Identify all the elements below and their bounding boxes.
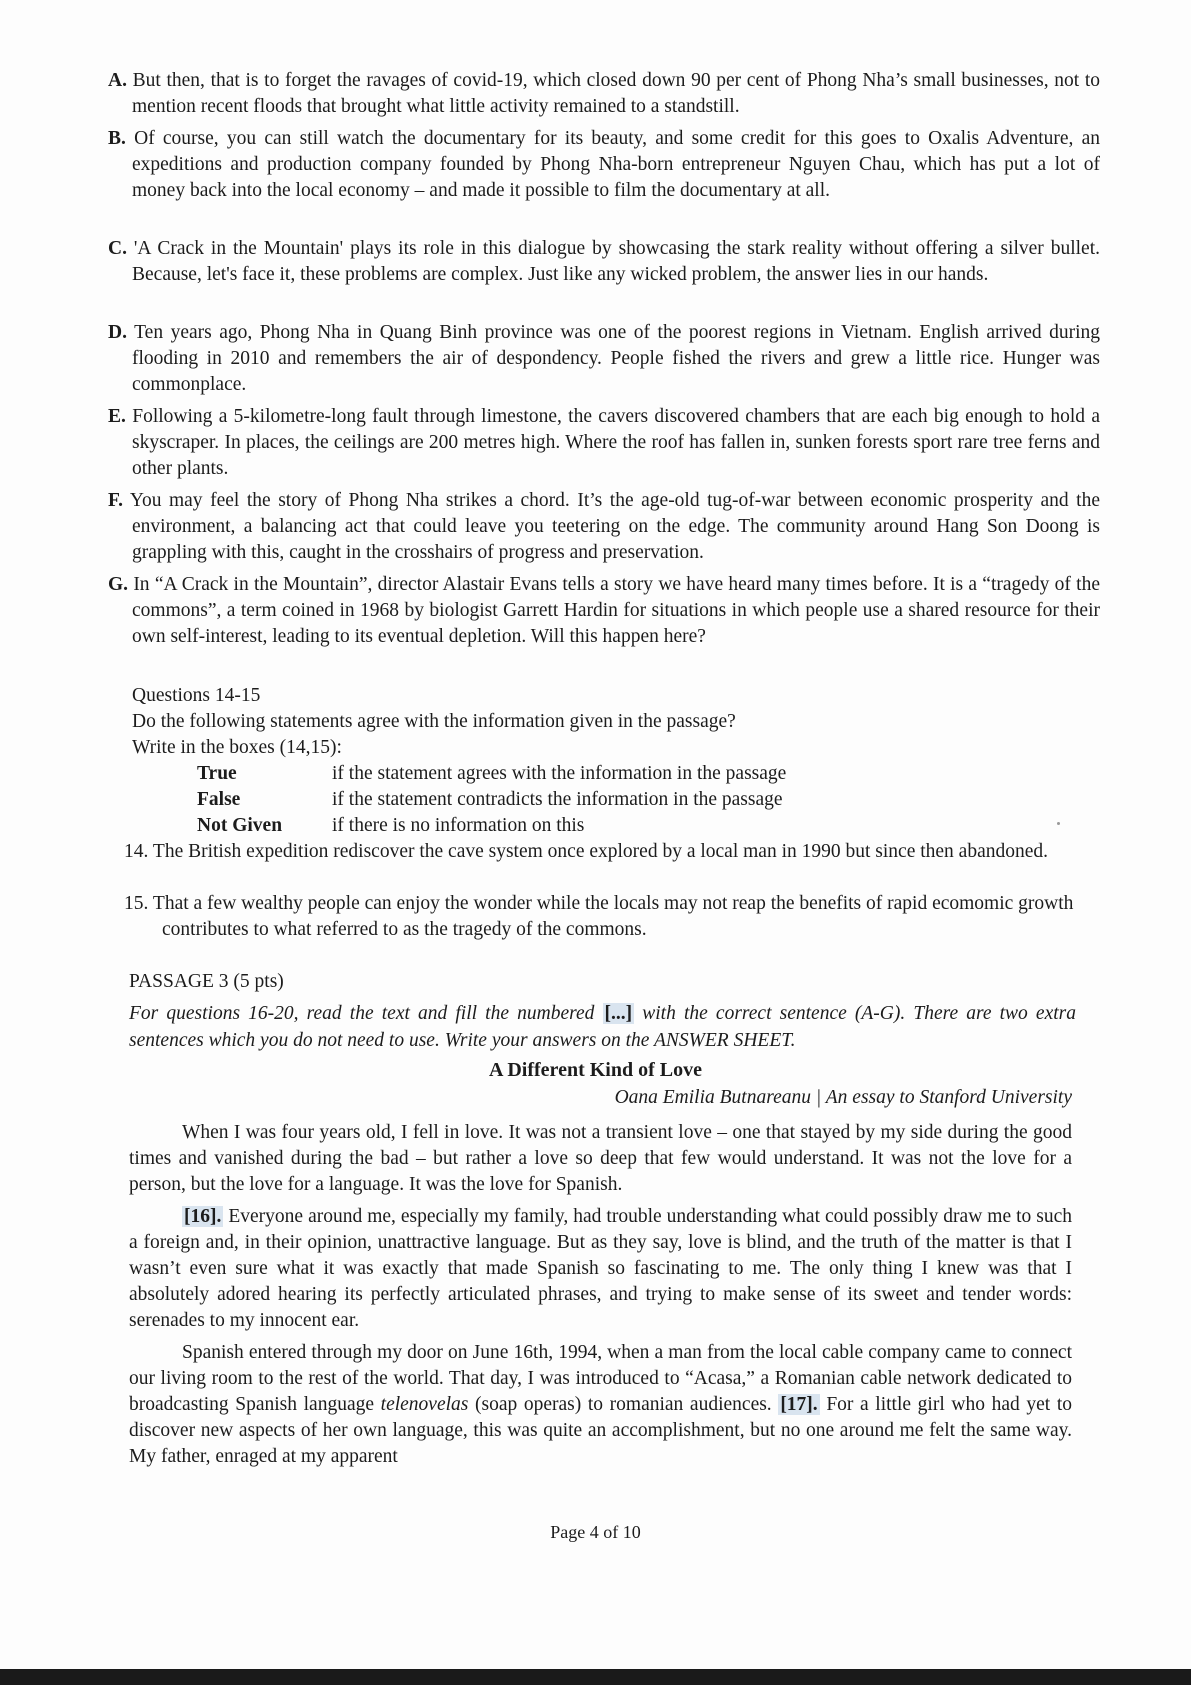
scan-edge xyxy=(0,1669,1191,1685)
legend-def-true: if the statement agrees with the information in the passage xyxy=(332,763,787,784)
option-d: D. Ten years ago, Phong Nha in Quang Binh province was one of the poorest regions in Vietnam. English arrived during flooding in 2010 and remembers the air of despondency. People fished the rivers and grew a little rice. Hunger was commonplace. xyxy=(108,322,1101,395)
option-a: A. But then, that is to forget the ravages of covid-19, which closed down 90 per cent of Phong Nha’s small businesses, not to mention recent floods that brought what little activity remained to a standstill. xyxy=(108,70,1101,117)
legend-def-false: if the statement contradicts the information in the passage xyxy=(332,789,783,810)
essay-byline: Oana Emilia Butnareanu | An essay to Stanford University xyxy=(614,1087,1072,1108)
questions-write: Write in the boxes (14,15): xyxy=(132,737,342,758)
gap-16: [16]. xyxy=(184,1206,222,1227)
option-e: E. Following a 5-kilometre-long fault through limestone, the cavers discovered chambers that are each big enough to hold a skyscraper. In places, the ceilings are 200 metres high. Where the roof has fallen in, sunken forests sport rare tree ferns and other plants. xyxy=(108,406,1101,479)
paragraph-1: When I was four years old, I fell in love. It was not a transient love – one that stayed by my side during the good times and vanished during the bad – but rather a love so deep that few would understand. It was not the love for a person, but the love for a language. It was the love for Spanish. xyxy=(129,1122,1072,1195)
question-14: 14. The British expedition rediscover the cave system once explored by a local man in 1990 but since then abandoned. xyxy=(124,841,1049,862)
question-15: 15. That a few wealthy people can enjoy the wonder while the locals may not reap the benefits of rapid ecomomic growth contributes to what referred to as the tragedy of the commons. xyxy=(124,893,1074,940)
passage-instruction: For questions 16-20, read the text and fill the numbered [...] with the correct sentence (A-G). There are two extra sentences which you do not need to use. Write your answers on the ANSWER SHEET. xyxy=(129,1003,1077,1051)
option-b: B. Of course, you can still watch the documentary for its beauty, and some credit for this goes to Oxalis Adventure, an expeditions and production company founded by Phong Nha-born entrepreneur Nguyen Chau, which has put a lot of money back into the local economy – and made it possible to film the documentary at all. xyxy=(108,128,1101,201)
legend-term-false: False xyxy=(197,789,241,810)
blank-marker: [...] xyxy=(604,1003,633,1024)
option-f: F. You may feel the story of Phong Nha strikes a chord. It’s the age-old tug-of-war between economic prosperity and the environment, a balancing act that could leave you teetering on the edge. The community around Hang Son Doong is grappling with this, caught in the crosshairs of progress and preservation. xyxy=(108,490,1100,563)
paragraph-2: [16]. Everyone around me, especially my family, had trouble understanding what could possibly draw me to such a foreign and, in their opinion, unattractive language. But as they say, love is blind, and the truth of the matter is that I wasn’t even sure what it was exactly that made Spanish so fascinating to me. The only thing I knew was that I absolutely adored hearing its perfectly articulated phrases, and trying to make sense of its sweet and tender words: serenades to my innocent ear. xyxy=(129,1206,1072,1331)
option-g: G. In “A Crack in the Mountain”, director Alastair Evans tells a story we have heard many times before. It is a “tragedy of the commons”, a term coined in 1968 by biologist Garrett Hardin for situations in which people use a shared resource for their own self-interest, leading to its eventual depletion. Will this happen here? xyxy=(108,574,1101,647)
essay-title: A Different Kind of Love xyxy=(489,1059,702,1081)
paragraph-3: Spanish entered through my door on June 16th, 1994, when a man from the local cable company came to connect our living room to the rest of the world. That day, I was introduced to “Acasa,” a Romanian cable network dedicated to broadcasting Spanish language telenovelas (soap operas) to romanian audiences. [17]. For a little girl who had yet to discover new aspects of her own language, this was quite an accomplishment, but no one around me felt the same way. My father, enraged at my apparent xyxy=(129,1342,1072,1467)
legend-def-not-given: if there is no information on this xyxy=(332,815,585,836)
passage-heading: PASSAGE 3 (5 pts) xyxy=(129,971,284,992)
gap-17: [17]. xyxy=(780,1394,818,1415)
page-number: Page 4 of 10 xyxy=(550,1522,641,1542)
questions-instruction: Do the following statements agree with the information given in the passage? xyxy=(132,711,736,732)
option-c: C. 'A Crack in the Mountain' plays its role in this dialogue by showcasing the stark reality without offering a silver bullet. Because, let's face it, these problems are complex. Just like any wicked problem, the answer lies in our hands. xyxy=(108,238,1101,285)
scan-speck xyxy=(1057,822,1060,825)
questions-heading: Questions 14-15 xyxy=(132,685,261,706)
legend-term-true: True xyxy=(197,763,237,784)
legend-term-not-given: Not Given xyxy=(197,815,283,836)
